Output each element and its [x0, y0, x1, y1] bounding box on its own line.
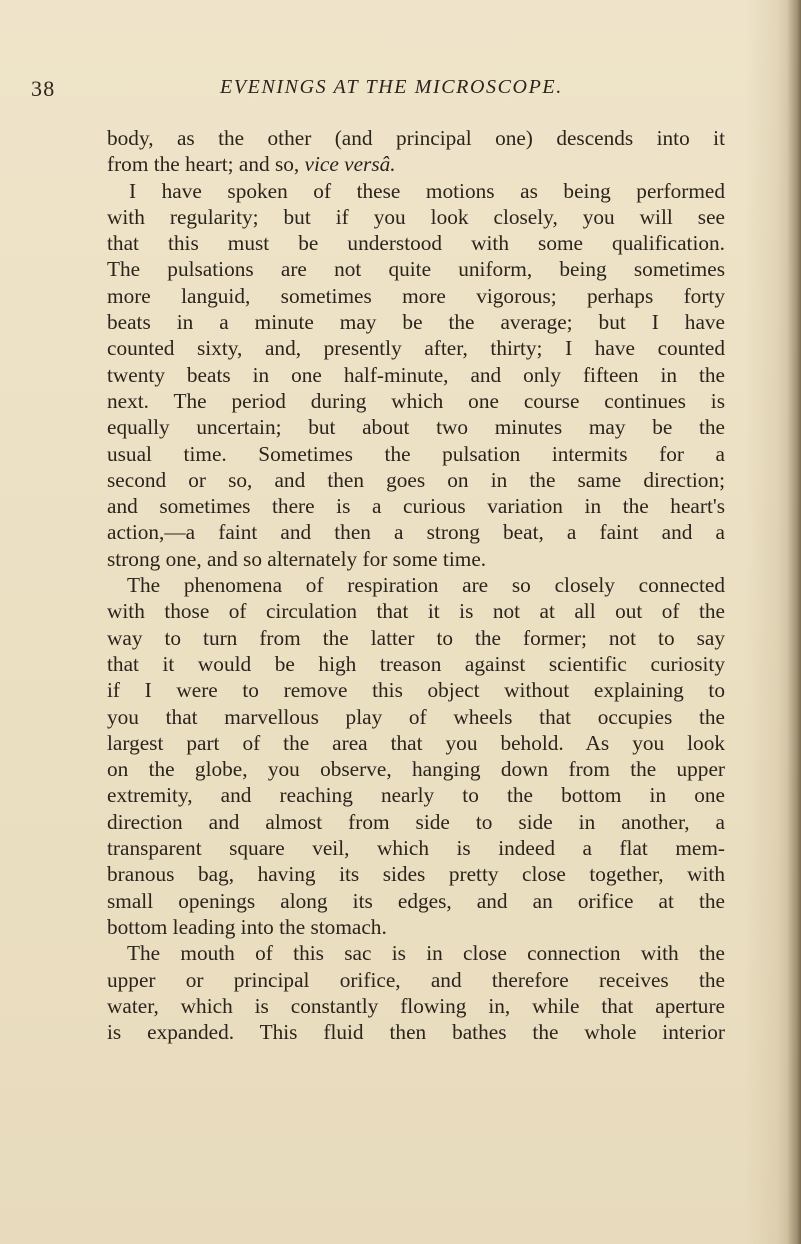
text-line: The pulsations are not quite uniform, being sometimes [107, 257, 725, 282]
text-line: branous bag, having its sides pretty close together, with [107, 862, 725, 887]
text-line: next. The period during which one course continues is [107, 388, 725, 413]
text-line: equally uncertain; but about two minutes may be the [107, 415, 725, 440]
text-line: you that marvellous play of wheels that occupies the [107, 704, 725, 729]
running-head-title: EVENINGS AT THE MICROSCOPE. [220, 76, 563, 98]
text-line: and sometimes there is a curious variation in the heart's [107, 494, 725, 519]
text-line: usual time. Sometimes the pulsation intermits for a [107, 441, 725, 466]
text-line: small openings along its edges, and an orifice at the [107, 888, 725, 913]
text-line: direction and almost from side to side in another, a [107, 809, 725, 834]
text-line: upper or principal orifice, and therefore receives the [107, 967, 725, 992]
page-number: 38 [31, 76, 56, 101]
text-line: The mouth of this sac is in close connection with the [127, 941, 725, 966]
page-edge-shadow [787, 0, 801, 1244]
text-line: transparent square veil, which is indeed a flat mem- [107, 836, 725, 861]
text-line: largest part of the area that you behold. As you look [107, 730, 725, 755]
text-line: from the heart; and so, vice versâ. [107, 152, 396, 177]
text-line: that it would be high treason against scientific curiosity [107, 651, 725, 676]
text-line: twenty beats in one half-minute, and only fifteen in the [107, 362, 725, 387]
text-line: water, which is constantly flowing in, while that aperture [107, 993, 725, 1018]
text-line: second or so, and then goes on in the same direction; [107, 467, 725, 492]
text-line: more languid, sometimes more vigorous; perhaps forty [107, 283, 725, 308]
text-line: The phenomena of respiration are so closely connected [127, 573, 725, 598]
text-line: way to turn from the latter to the former; not to say [107, 625, 725, 650]
text-line: with regularity; but if you look closely, you will see [107, 204, 725, 229]
text-line: beats in a minute may be the average; but I have [107, 310, 725, 335]
text-line: if I were to remove this object without explaining to [107, 678, 725, 703]
text-line: body, as the other (and principal one) descends into it [107, 126, 725, 150]
text-line: action,—a faint and then a strong beat, a faint and a [107, 520, 725, 545]
text-line: I have spoken of these motions as being performed [129, 178, 725, 203]
body-text [107, 125, 725, 1045]
text-line: strong one, and so alternately for some time. [107, 546, 487, 571]
text-line: extremity, and reaching nearly to the bottom in one [107, 783, 725, 808]
text-line: is expanded. This fluid then bathes the whole interior [107, 1020, 725, 1045]
text-line: that this must be understood with some qualification. [107, 231, 725, 256]
text-line: counted sixty, and, presently after, thirty; I have counted [107, 336, 725, 361]
text-line: with those of circulation that it is not at all out of the [107, 599, 725, 624]
running-head [31, 76, 731, 112]
text-line: on the globe, you observe, hanging down from the upper [107, 757, 725, 782]
text-line: bottom leading into the stomach. [107, 914, 387, 939]
